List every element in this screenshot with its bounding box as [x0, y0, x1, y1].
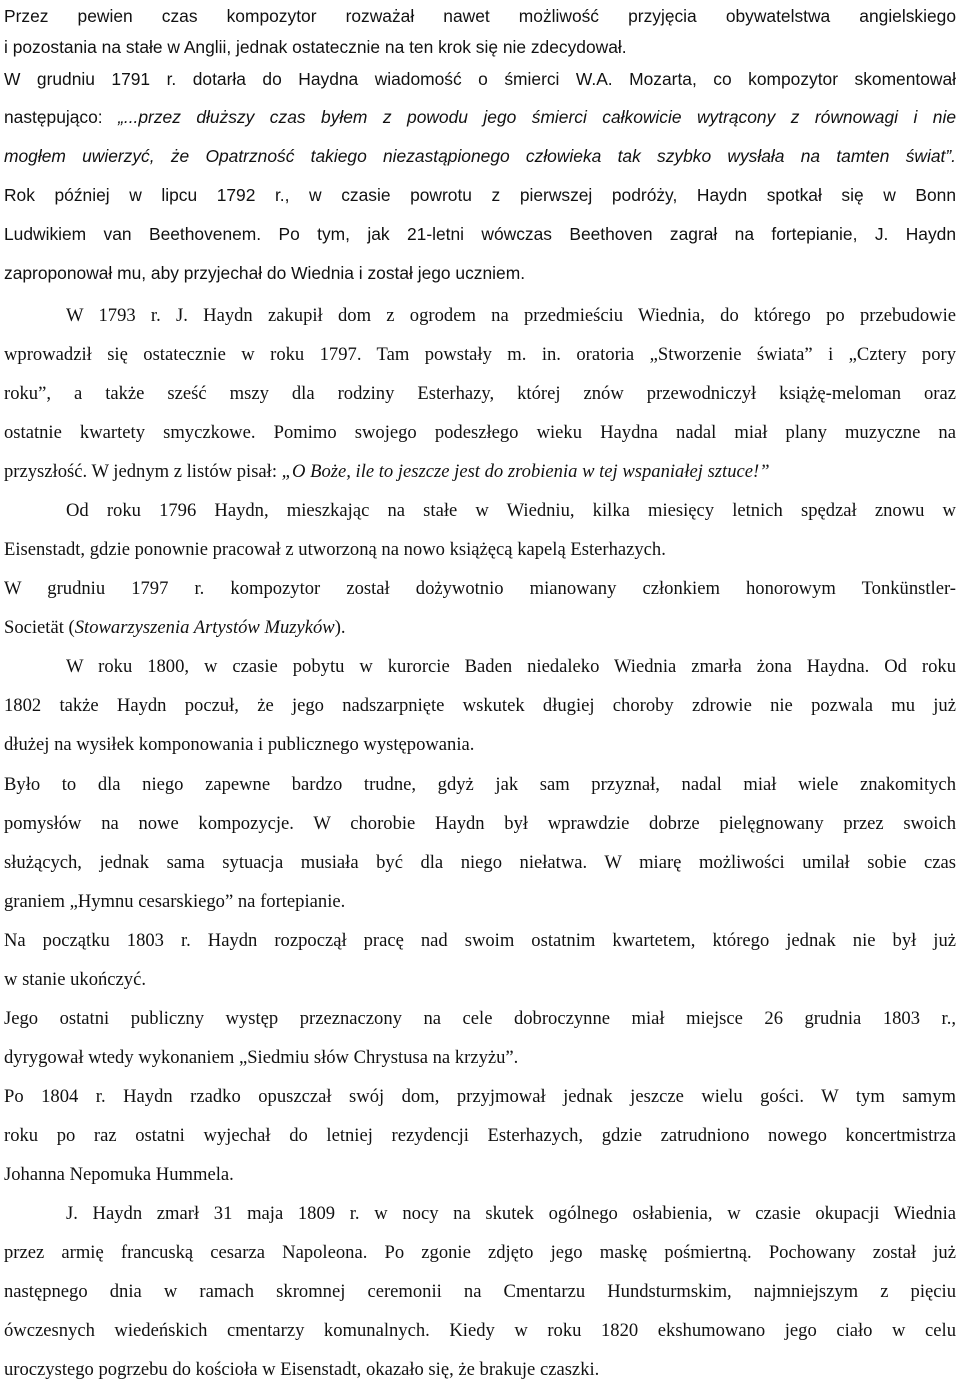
text-line: pomysłów na nowe kompozycje. W chorobie Haydn był wprawdzie dobrze pielęgnowany przez swoich	[4, 813, 956, 834]
text-line: ówczesnych wiedeńskich cmentarzy komunalnych. Kiedy w roku 1820 ekshumowano jego ciało w celu	[4, 1320, 956, 1341]
text-line: Ludwikiem van Beethovenem. Po tym, jak 21-letni wówczas Beethoven zagrał na fortepianie, J. Haydn	[4, 224, 956, 244]
text-line	[4, 104, 956, 130]
text-line: J. Haydn zmarł 31 maja 1809 r. w nocy na skutek ogólnego osłabienia, w czasie okupacji Wiednia	[66, 1203, 956, 1224]
text-line	[4, 459, 956, 485]
text-line: Po 1804 r. Haydn rzadko opuszczał swój dom, przyjmował jednak jeszcze wielu gości. W tym samym	[4, 1086, 956, 1107]
text-line: roku po raz ostatni wyjechał do letniej rezydencji Esterhazych, gdzie zatrudniono nowego koncertmistrza	[4, 1125, 956, 1146]
text-line: Johanna Nepomuka Hummela.	[4, 1164, 234, 1185]
text-span: następująco:	[4, 107, 119, 127]
text-line: ostatnie kwartety smyczkowe. Pomimo swojego podeszłego wieku Haydna nadal miał plany muzyczne na	[4, 422, 956, 443]
text-line: uroczystego pogrzebu do kościoła w Eisenstadt, okazało się, że brakuje czaszki.	[4, 1359, 600, 1380]
text-line: W roku 1800, w czasie pobytu w kurorcie Baden niedaleko Wiednia zmarła żona Haydna. Od roku	[66, 656, 956, 677]
text-line: W grudniu 1791 r. dotarła do Haydna wiadomość o śmierci W.A. Mozarta, co kompozytor skomentował	[4, 69, 956, 89]
text-line: Jego ostatni publiczny występ przeznaczony na cele dobroczynne miał miejsce 26 grudnia 1803 r.,	[4, 1008, 956, 1029]
text-line: Od roku 1796 Haydn, mieszkając na stałe w Wiedniu, kilka miesięcy letnich spędzał znowu w	[66, 500, 956, 521]
text-line: zaproponował mu, aby przyjechał do Wiednia i został jego uczniem.	[4, 263, 526, 283]
text-line: służących, jednak sama sytuacja musiała być dla niego niełatwa. W miarę możliwości umilał sobie czas	[4, 852, 956, 873]
text-line: W grudniu 1797 r. kompozytor został dożywotnio mianowany członkiem honorowym Tonkünstler-	[4, 578, 956, 599]
text-line: Rok później w lipcu 1792 r., w czasie powrotu z pierwszej podróży, Haydn spotkał się w Bonn	[4, 185, 956, 205]
quote-span: „...przez dłuższy czas byłem z powodu jego śmierci całkowicie wytrącony z równowagi i nie	[118, 107, 957, 127]
text-line: Na początku 1803 r. Haydn rozpoczął pracę nad swoim ostatnim kwartetem, którego jednak nie był już	[4, 930, 956, 951]
text-line: dłużej na wysiłek komponowania i publicznego występowania.	[4, 734, 475, 755]
text-line: następnego dnia w ramach skromnej ceremonii na Cmentarzu Hundsturmskim, najmniejszym z pięciu	[4, 1281, 956, 1302]
text-span: Societät (	[4, 617, 75, 638]
text-line	[4, 615, 956, 641]
text-span: ).	[334, 617, 346, 638]
text-line: 1802 także Haydn poczuł, że jego nadszarpnięte wskutek długiej choroby zdrowie nie pozwala mu już	[4, 695, 956, 716]
text-line: Eisenstadt, gdzie ponownie pracował z utworzoną na nowo książęcą kapelą Esterhazych.	[4, 539, 666, 560]
text-line: Było to dla niego zapewne bardzo trudne, gdyż jak sam przyznał, nadal miał wiele znakomitych	[4, 774, 956, 795]
quote-span: „O Boże, ile to jeszcze jest do zrobienia w tej wspaniałej sztuce!”	[281, 461, 770, 482]
text-span: przyszłość. W jednym z listów pisał:	[4, 461, 282, 482]
text-line: wprowadził się ostatecznie w roku 1797. Tam powstały m. in. oratoria „Stworzenie świata” i „Cztery pory	[4, 344, 956, 365]
text-line: dyrygował wtedy wykonaniem „Siedmiu słów Chrystusa na krzyżu”.	[4, 1047, 519, 1068]
text-line: roku”, a także sześć mszy dla rodziny Esterhazy, której znów przewodniczył książę-meloman oraz	[4, 383, 956, 404]
text-line: W 1793 r. J. Haydn zakupił dom z ogrodem na przedmieściu Wiednia, do którego po przebudowie	[66, 305, 956, 326]
italic-span: Stowarzyszenia Artystów Muzyków	[74, 617, 335, 638]
quote-line: mogłem uwierzyć, że Opatrzność takiego niezastąpionego człowieka tak szybko wysłała na tamten świat”.	[4, 146, 956, 166]
text-line: w stanie ukończyć.	[4, 969, 146, 990]
text-line: graniem „Hymnu cesarskiego” na fortepianie.	[4, 891, 346, 912]
text-line: Przez pewien czas kompozytor rozważał nawet możliwość przyjęcia obywatelstwa angielskiego	[4, 6, 956, 26]
text-line: przez armię francuską cesarza Napoleona. Po zgonie zdjęto jego maskę pośmiertną. Pochowany został już	[4, 1242, 956, 1263]
text-line: i pozostania na stałe w Anglii, jednak ostatecznie na ten krok się nie zdecydował.	[4, 37, 627, 57]
